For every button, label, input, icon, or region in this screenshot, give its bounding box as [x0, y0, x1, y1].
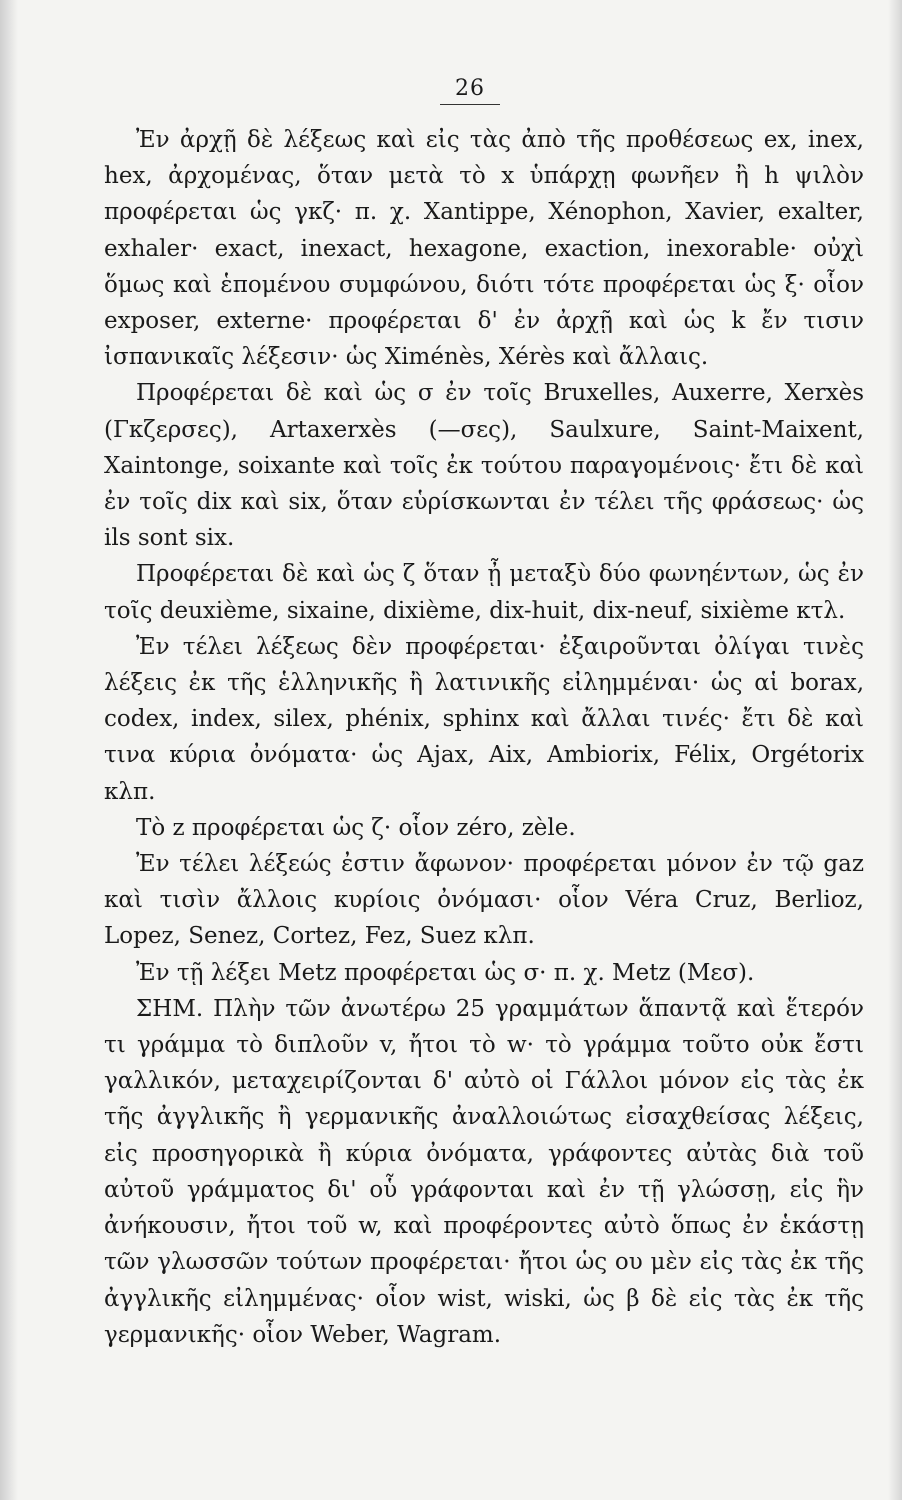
paragraph-x-as-sigma: Προφέρεται δὲ καὶ ὡς σ ἐν τοῖς Bruxelles, Auxerre, Xerxès (Γκζερσες), Artaxerxès (—σες), Saulxure, Saint-Maixent, Xaintonge, soixante καὶ τοῖς ἐκ τούτου παραγομένοις· ἔτι δὲ καὶ ἐν τοῖς dix καὶ six, ὅταν εὑρίσκωνται ἐν τέλει τῆς φράσεως· ὡς ils sont six. — [104, 380, 864, 552]
paragraph-x-final: Ἐν τέλει λέξεως δὲν προφέρεται· ἐξαιροῦνται ὀλίγαι τινὲς λέξεις ἐκ τῆς ἑλληνικῆς ἢ λατινικῆς εἰλημμέναι· ὡς αἱ borax, codex, index, silex, phénix, sphinx καὶ ἄλλαι τινές· ἔτι δὲ καὶ τινα κύρια ὀνόματα· ὡς Ajax, Aix, Ambiorix, Félix, Orgétorix κλπ. — [104, 633, 864, 805]
page-edge-shadow-left — [0, 0, 18, 1500]
paragraph-metz: Ἐν τῇ λέξει Metz προφέρεται ὡς σ· π. χ. Metz (Μεσ). — [136, 959, 755, 986]
page-edge-shadow-right — [888, 0, 902, 1500]
paragraph-note-w: ΣΗΜ. Πλὴν τῶν ἀνωτέρω 25 γραμμάτων ἅπαντᾷ καὶ ἕτερόν τι γράμμα τὸ διπλοῦν v, ἤτοι τὸ w· τὸ γράμμα τοῦτο οὐκ ἔστι γαλλικόν, μεταχειρίζονται δ' αὐτὸ οἱ Γάλλοι μόνον εἰς τὰς ἐκ τῆς ἀγγλικῆς ἢ γερμανικῆς ἀναλλοιώτως εἰσαχθείσας λέξεις, εἰς προσηγορικὰ ἢ κύρια ὀνόματα, γράφοντες αὐτὰς διὰ τοῦ αὐτοῦ γράμματος δι' οὗ γράφονται καὶ ἐν τῇ γλώσσῃ, εἰς ἣν ἀνήκουσιν, ἤτοι τοῦ w, καὶ προφέροντες αὐτὸ ὅπως ἐν ἑκάστῃ τῶν γλωσσῶν τούτων προφέρεται· ἤτοι ὡς ου μὲν εἰς τὰς ἐκ τῆς ἀγγλικῆς εἰλημμένας· οἷον wist, wiski, ὡς β δὲ εἰς τὰς ἐκ τῆς γερμανικῆς· οἷον Weber, Wagram. — [104, 995, 864, 1348]
paragraph-z-final: Ἐν τέλει λέξεώς ἐστιν ἄφωνον· προφέρεται μόνον ἐν τῷ gaz καὶ τισὶν ἄλλοις κυρίοις ὀνόμασι· οἷον Véra Cruz, Berlioz, Lopez, Senez, Cortez, Fez, Suez κλπ. — [104, 851, 864, 950]
page-number: 26 — [455, 76, 485, 101]
paragraph-x-initial: Ἐν ἀρχῇ δὲ λέξεως καὶ εἰς τὰς ἀπὸ τῆς προθέσεως ex, inex, hex, ἀρχομένας, ὅταν μετὰ τὸ x ὑπάρχῃ φωνῆεν ἢ h ψιλὸν προφέρεται ὡς γκζ· π. χ. Xantippe, Xénophon, Xavier, exalter, exhaler· exact, inexact, hexagone, exaction, inexorable· οὐχὶ ὅμως καὶ ἑπομένου συμφώνου, διότι τότε προφέρεται ὡς ξ· οἷον exposer, externe· προφέρεται δ' ἐν ἀρχῇ καὶ ὡς k ἔν τισιν ἰσπανικαῖς λέξεσιν· ὡς Ximénès, Xérès καὶ ἄλλαις. — [104, 127, 864, 371]
paragraph-x-as-zeta: Προφέρεται δὲ καὶ ὡς ζ ὅταν ᾖ μεταξὺ δύο φωνηέντων, ὡς ἐν τοῖς deuxième, sixaine, dixième, dix-huit, dix-neuf, sixième κτλ. — [104, 561, 864, 624]
page-number-rule — [440, 104, 500, 105]
body-text — [104, 122, 864, 1353]
paragraph-z: Τὸ z προφέρεται ὡς ζ· οἷον zéro, zèle. — [136, 814, 576, 841]
